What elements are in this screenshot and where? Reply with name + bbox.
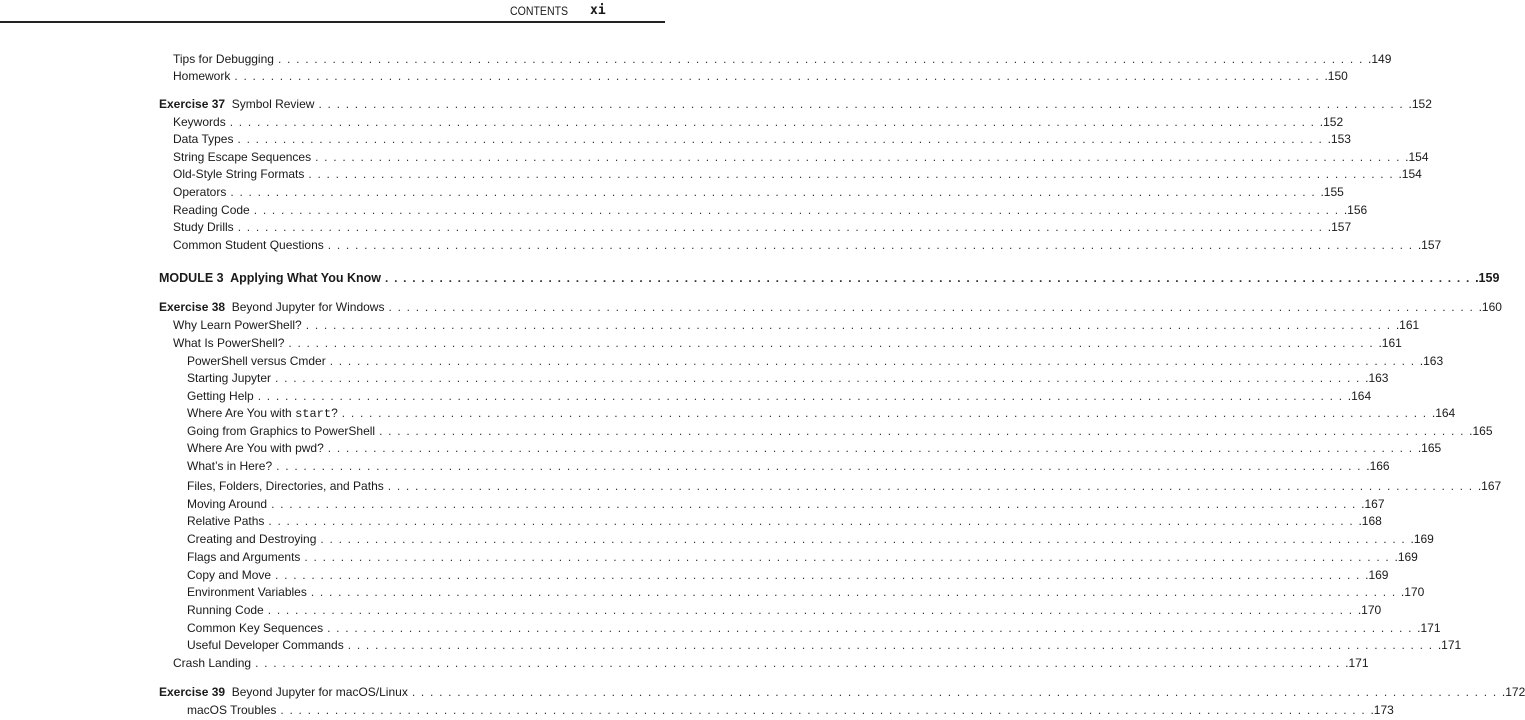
toc-page-number: .169	[1394, 550, 1418, 564]
entry-title-code: start	[295, 406, 332, 421]
toc-page-number: .168	[1358, 514, 1382, 528]
toc-exercise-entry[interactable]	[0, 683, 1525, 701]
toc-entry-title: MODULE 3 Applying What You Know	[159, 271, 385, 285]
toc-entry-title: Files, Folders, Directories, and Paths	[187, 479, 388, 493]
toc-page-number: .161	[1395, 318, 1420, 332]
toc-page-number: .171	[1437, 638, 1462, 652]
leader-dots: ........................................................................................................................	[230, 185, 1321, 199]
leader-dots: ........................................................................................................................	[305, 318, 1396, 332]
toc-page-number: .156	[1343, 203, 1368, 217]
toc-entry[interactable]	[0, 201, 1368, 219]
toc-page-number: .169	[1365, 568, 1389, 582]
toc-entry-title: Getting Help	[187, 389, 258, 403]
toc-page-number: .171	[1345, 656, 1369, 670]
leader-dots: ........................................................................................................................	[347, 638, 1438, 652]
toc-page-number: .163	[1419, 354, 1444, 368]
toc-entry[interactable]	[0, 113, 1344, 131]
toc-entry-title: Copy and Move	[187, 568, 275, 582]
toc-entry[interactable]	[0, 654, 1369, 672]
toc-entry[interactable]	[0, 369, 1389, 387]
toc-exercise-entry[interactable]	[0, 298, 1502, 316]
toc-entry[interactable]	[0, 236, 1442, 254]
toc-entry[interactable]	[0, 701, 1394, 719]
toc-entry-title	[187, 406, 342, 421]
exercise-number: Exercise 39	[159, 685, 226, 699]
leader-dots: ........................................................................................................................	[379, 424, 1470, 438]
header-section-title: CONTENTS	[510, 4, 569, 18]
leader-dots: ........................................................................................................................	[255, 656, 1346, 670]
leader-dots: ........................................................................................................................	[341, 406, 1432, 420]
toc-page-number: .171	[1417, 621, 1441, 635]
toc-page-number: .152	[1319, 115, 1344, 129]
toc-entry[interactable]	[0, 457, 1390, 475]
exercise-title: Symbol Review	[231, 97, 315, 111]
toc-entry[interactable]	[0, 165, 1422, 183]
toc-entry[interactable]	[0, 183, 1344, 201]
toc-page-number: .170	[1400, 585, 1425, 599]
toc-page-number: .167	[1361, 497, 1385, 511]
toc-page-number: .169	[1410, 532, 1434, 546]
toc-entry-title: Creating and Destroying	[187, 532, 320, 546]
toc-page-number: .167	[1477, 479, 1502, 493]
toc-entry[interactable]	[0, 601, 1382, 619]
toc-entry-title: macOS Troubles	[187, 703, 280, 717]
exercise-title: Beyond Jupyter for Windows	[231, 300, 385, 314]
toc-entry-title: Relative Paths	[187, 514, 268, 528]
leader-dots: ........................................................................................................................	[268, 514, 1359, 528]
toc-entry[interactable]	[0, 130, 1351, 148]
toc-page-number: .161	[1378, 336, 1402, 350]
toc-entry[interactable]	[0, 636, 1462, 654]
leader-dots: ........................................................................................................................	[315, 150, 1406, 164]
toc-page-number: .152	[1408, 97, 1432, 111]
leader-dots: ........................................................................................................................	[271, 497, 1362, 511]
leader-dots: ........................................................................................................................	[327, 621, 1418, 635]
toc-page-number: .157	[1327, 220, 1352, 234]
leader-dots: ........................................................................................................................	[327, 441, 1418, 455]
toc-page-number: .172	[1501, 685, 1525, 699]
leader-dots: ........................................................................................................................	[318, 97, 1409, 111]
leader-dots: ........................................................................................................................	[253, 203, 1344, 217]
leader-dots: ........................................................................................................................	[304, 550, 1395, 564]
exercise-number: Exercise 38	[159, 300, 226, 314]
toc-entry-title: Crash Landing	[173, 656, 255, 670]
toc-page-number: .164	[1431, 406, 1456, 420]
entry-title-suffix: ?	[331, 405, 338, 420]
toc-entry-title: Old-Style String Formats	[173, 167, 308, 181]
toc-page-number: .166	[1366, 459, 1390, 473]
header-page-number: xi	[590, 3, 606, 18]
leader-dots: ........................................................................................................................	[288, 336, 1379, 350]
toc-entry[interactable]	[0, 477, 1502, 495]
toc-entry-title: PowerShell versus Cmder	[187, 354, 330, 368]
toc-entry-title: Tips for Debugging	[173, 52, 278, 66]
toc-entry[interactable]	[0, 439, 1442, 457]
toc-entry-title: Moving Around	[187, 497, 271, 511]
toc-entry-title	[159, 300, 388, 314]
toc-entry[interactable]	[0, 404, 1456, 422]
leader-dots: ........................................................................................................................	[310, 585, 1401, 599]
leader-dots: ........................................................................................................................	[275, 568, 1366, 582]
toc-entry-title: Keywords	[173, 115, 230, 129]
toc-entry-title: Common Student Questions	[173, 238, 328, 252]
toc-page-number: .153	[1327, 132, 1351, 146]
toc-page-number: .149	[1368, 52, 1392, 66]
leader-dots: ........................................................................................................................	[229, 115, 1320, 129]
leader-dots: ........................................................................................................................	[237, 132, 1328, 146]
toc-entry-title	[159, 685, 412, 699]
toc-entry-title	[159, 97, 318, 111]
toc-entry[interactable]	[0, 619, 1441, 637]
toc-entry[interactable]	[0, 148, 1429, 166]
toc-page-number: .170	[1357, 603, 1382, 617]
leader-dots: ........................................................................................................................	[257, 389, 1348, 403]
toc-entry-title: Why Learn PowerShell?	[173, 318, 306, 332]
toc-page-number: .163	[1365, 371, 1389, 385]
toc-entry-title: Homework	[173, 69, 234, 83]
toc-entry[interactable]	[0, 422, 1493, 440]
toc-entry[interactable]	[0, 352, 1444, 370]
toc-entry[interactable]	[0, 218, 1352, 236]
leader-dots: ........................................................................................................................	[277, 52, 1369, 66]
toc-entry-title: Running Code	[187, 603, 268, 617]
toc-page-number: .150	[1324, 69, 1348, 83]
toc-entry[interactable]	[0, 50, 1392, 68]
toc-entry-title: Operators	[173, 185, 230, 199]
toc-module-entry[interactable]	[0, 269, 1500, 287]
exercise-number: Exercise 37	[159, 97, 226, 111]
leader-dots: ........................................................................................................................	[329, 354, 1420, 368]
entry-title-text: Where Are You with	[187, 405, 296, 420]
leader-dots: ........................................................................................................................	[276, 459, 1367, 473]
leader-dots: ........................................................................................................................	[388, 300, 1479, 314]
leader-dots: ........................................................................................................................	[320, 532, 1411, 546]
leader-dots: ........................................................................................................................	[308, 167, 1399, 181]
toc-entry[interactable]	[0, 387, 1372, 405]
toc-page-number: .160	[1478, 300, 1502, 314]
toc-entry[interactable]	[0, 512, 1382, 530]
exercise-title: Beyond Jupyter for macOS/Linux	[231, 685, 408, 699]
toc-entry[interactable]	[0, 566, 1389, 584]
toc-page-number: .157	[1417, 238, 1442, 252]
toc-entry-title: Flags and Arguments	[187, 550, 304, 564]
toc-entry[interactable]	[0, 334, 1402, 352]
toc-entry-title: What Is PowerShell?	[173, 336, 288, 350]
leader-dots: ........................................................................................................................	[384, 271, 1476, 285]
toc-entry-title: Data Types	[173, 132, 237, 146]
leader-dots: ........................................................................................................................	[234, 69, 1325, 83]
toc-entry[interactable]	[0, 495, 1385, 513]
toc-entry[interactable]	[0, 548, 1418, 566]
leader-dots: ........................................................................................................................	[267, 603, 1358, 617]
toc-page-number: .154	[1405, 150, 1429, 164]
leader-dots: ........................................................................................................................	[237, 220, 1328, 234]
toc-entry[interactable]	[0, 316, 1420, 334]
leader-dots: ........................................................................................................................	[387, 479, 1478, 493]
toc-entry-title: Study Drills	[173, 220, 238, 234]
toc-entry[interactable]	[0, 530, 1434, 548]
toc-entry-title: Common Key Sequences	[187, 621, 327, 635]
toc-entry-title: Environment Variables	[187, 585, 311, 599]
leader-dots: ........................................................................................................................	[411, 685, 1502, 699]
toc-page-number: .173	[1370, 703, 1394, 717]
toc-page-number: .154	[1398, 167, 1422, 181]
toc-exercise-entry[interactable]	[0, 95, 1432, 113]
toc-entry-title: What’s in Here?	[187, 459, 276, 473]
leader-dots: ........................................................................................................................	[327, 238, 1418, 252]
toc-entry-title: String Escape Sequences	[173, 150, 315, 164]
toc-page-number: .159	[1475, 271, 1500, 285]
toc-page-number: .165	[1469, 424, 1493, 438]
toc-entry-title: Useful Developer Commands	[187, 638, 348, 652]
toc-entry-title: Reading Code	[173, 203, 254, 217]
toc-entry[interactable]	[0, 67, 1348, 85]
toc-entry-title: Where Are You with pwd?	[187, 441, 328, 455]
leader-dots: ........................................................................................................................	[275, 371, 1366, 385]
header-rule	[0, 21, 665, 23]
toc-page-number: .155	[1320, 185, 1344, 199]
toc-entry-title: Starting Jupyter	[187, 371, 275, 385]
leader-dots: ........................................................................................................................	[280, 703, 1371, 717]
toc-entry[interactable]	[0, 583, 1425, 601]
toc-page-number: .164	[1347, 389, 1372, 403]
toc-page-number: .165	[1417, 441, 1442, 455]
toc-entry-title: Going from Graphics to PowerShell	[187, 424, 379, 438]
